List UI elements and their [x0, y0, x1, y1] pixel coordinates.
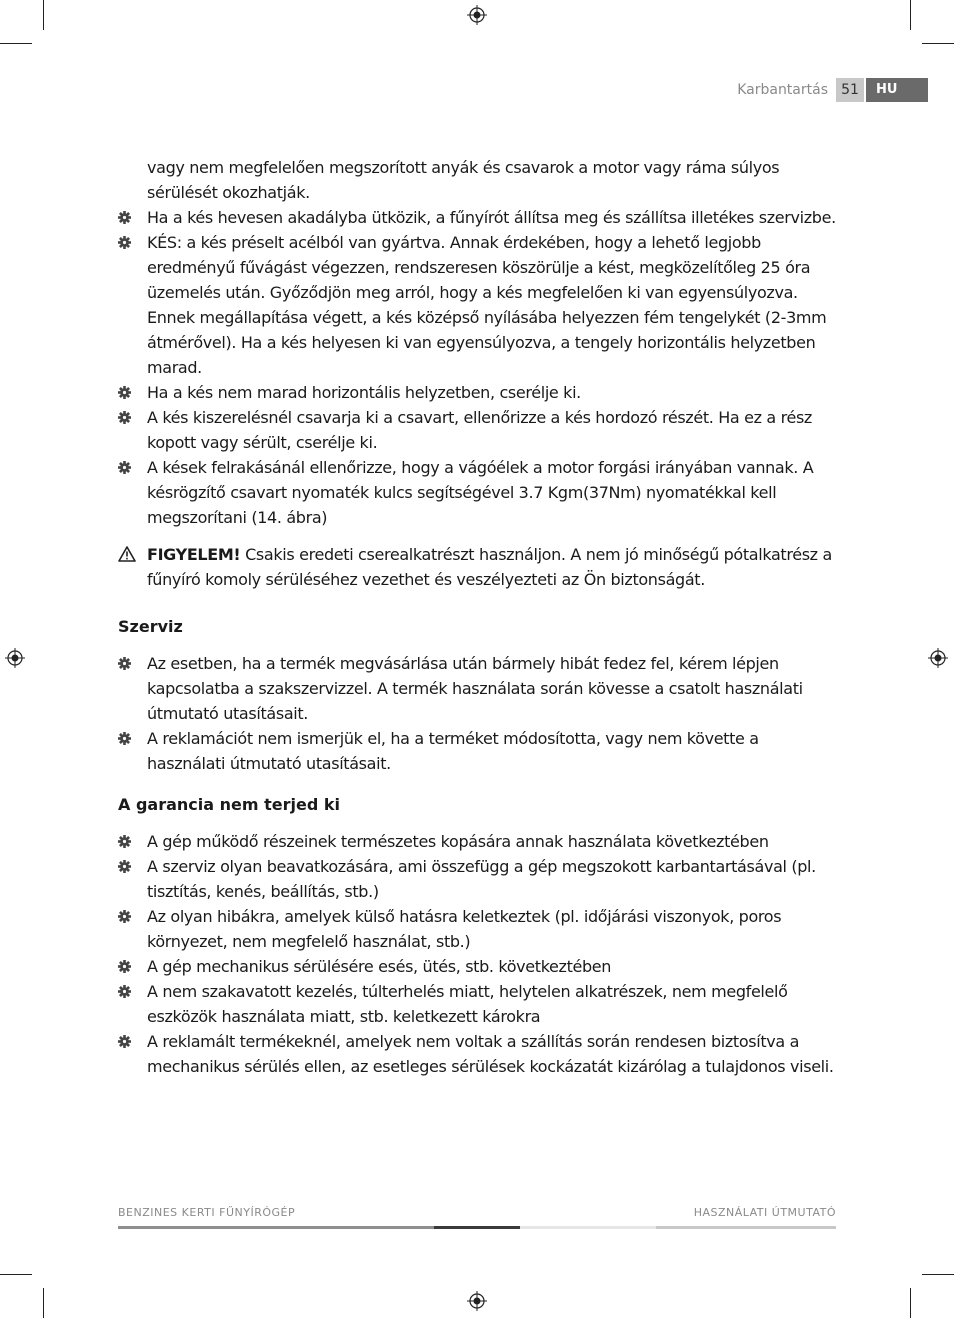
list-item	[118, 979, 838, 1029]
registration-mark-icon	[467, 5, 487, 25]
language-badge: HU	[866, 78, 928, 102]
warning-triangle-icon	[118, 546, 136, 562]
gear-bullet-icon	[118, 910, 131, 923]
list-item-text: A nem szakavatott kezelés, túlterhelés miatt, helytelen alkatrészek, nem megfelelő eszközök használata miatt, stb. keletkezett károkra	[147, 982, 788, 1026]
list-item-text: KÉS: a kés préselt acélból van gyártva. Annak érdekében, hogy a lehető legjobb eredményű fűvágást végezzen, rendszeresen köszörülje a kést, megközelítőleg 25 óra üzemelés után. Győződjön meg arról, hogy a kés megfelelően ki van egyensúlyozva. Ennek megállapítása végett, a kés középső nyílásába helyezzen fém tengelykét (2-3mm átmérővel). Ha a kés helyesen ki van egyensúlyozva, a tengely horizontális helyzetben marad.	[147, 233, 827, 377]
gear-bullet-icon	[118, 732, 131, 745]
intro-continuation: vagy nem megfelelően megszorított anyák és csavarok a motor vagy ráma súlyos sérülését okozhatják.	[147, 158, 780, 202]
warranty-list	[118, 829, 838, 1079]
list-item-text: A gép mechanikus sérülésére esés, ütés, stb. következtében	[147, 957, 612, 976]
registration-mark-icon	[467, 1291, 487, 1311]
list-item	[118, 954, 838, 979]
list-item	[118, 1029, 838, 1079]
gear-bullet-icon	[118, 960, 131, 973]
list-item	[118, 455, 838, 530]
footer-bar-segment	[520, 1226, 656, 1229]
list-item	[118, 726, 838, 776]
list-item	[118, 904, 838, 954]
crop-mark	[0, 43, 32, 44]
page-content	[118, 155, 838, 1079]
gear-bullet-icon	[118, 835, 131, 848]
list-item-text: Ha a kés hevesen akadályba ütközik, a fűnyírót állítsa meg és szállítsa illetékes szervizbe.	[147, 208, 836, 227]
list-item	[118, 380, 838, 405]
list-item	[118, 651, 838, 726]
list-item-text: Az olyan hibákra, amelyek külső hatásra keletkeztek (pl. időjárási viszonyok, poros környezet, nem megfelelő használat, stb.)	[147, 907, 782, 951]
list-item-text: Az esetben, ha a termék megvásárlása után bármely hibát fedez fel, kérem lépjen kapcsolatba a szakszervizzel. A termék használata során kövesse a csatolt használati útmutató utasításait.	[147, 654, 803, 723]
service-heading: Szerviz	[118, 617, 183, 636]
crop-mark	[922, 43, 954, 44]
gear-bullet-icon	[118, 411, 131, 424]
list-item	[118, 405, 838, 455]
crop-mark	[910, 1288, 911, 1318]
list-item-text: A reklamációt nem ismerjük el, ha a terméket módosította, vagy nem követte a használati útmutató utasításait.	[147, 729, 759, 773]
crop-mark	[910, 0, 911, 30]
footer-bar-segment	[434, 1226, 520, 1229]
gear-bullet-icon	[118, 657, 131, 670]
crop-mark	[922, 1274, 954, 1275]
footer-document-name: HASZNÁLATI ÚTMUTATÓ	[693, 1206, 836, 1219]
service-list	[118, 651, 838, 776]
list-item-text: A gép működő részeinek természetes kopására annak használata következtében	[147, 832, 769, 851]
list-item-text: A reklamált termékeknél, amelyek nem voltak a szállítás során rendesen biztosítva a mechanikus sérülés ellen, az esetleges sérülések kockázatát kizárólag a tulajdonos viseli.	[147, 1032, 834, 1076]
gear-bullet-icon	[118, 386, 131, 399]
list-item-text: A szerviz olyan beavatkozására, ami összefügg a gép megszokott karbantartásával (pl. tisztítás, kenés, beállítás, stb.)	[147, 857, 816, 901]
warning-label: FIGYELEM!	[147, 545, 241, 564]
registration-mark-icon	[5, 648, 25, 668]
gear-bullet-icon	[118, 985, 131, 998]
gear-bullet-icon	[118, 860, 131, 873]
crop-mark	[43, 0, 44, 30]
footer-bar-segment	[118, 1226, 434, 1229]
list-item-text: A kés kiszerelésnél csavarja ki a csavart, ellenőrizze a kés hordozó részét. Ha ez a rész kopott vagy sérült, cserélje ki.	[147, 408, 812, 452]
warranty-heading: A garancia nem terjed ki	[118, 795, 340, 814]
registration-mark-icon	[928, 648, 948, 668]
list-item	[118, 854, 838, 904]
warning-note	[118, 542, 838, 592]
list-item	[118, 230, 838, 380]
page-header	[737, 78, 928, 102]
gear-bullet-icon	[118, 1035, 131, 1048]
gear-bullet-icon	[118, 461, 131, 474]
crop-mark	[43, 1288, 44, 1318]
list-item-text: A kések felrakásánál ellenőrizze, hogy a vágóélek a motor forgási irányában vannak. A késrögzítő csavart nyomaték kulcs segítségével 3.7 Kgm(37Nm) nyomatékkal kell megszorítani (14. ábra)	[147, 458, 814, 527]
list-item	[118, 205, 838, 230]
page-number: 51	[836, 78, 864, 102]
maintenance-list	[118, 205, 838, 530]
crop-mark	[0, 1274, 32, 1275]
footer-bar-segment	[656, 1226, 836, 1229]
list-item-text: Ha a kés nem marad horizontális helyzetben, cserélje ki.	[147, 383, 581, 402]
gear-bullet-icon	[118, 211, 131, 224]
section-title: Karbantartás	[737, 82, 828, 98]
warning-text: Csakis eredeti cserealkatrészt használjon. A nem jó minőségű pótalkatrész a fűnyíró komoly sérüléséhez vezethet és veszélyezteti az Ön biztonságát.	[147, 545, 832, 589]
gear-bullet-icon	[118, 236, 131, 249]
list-item	[118, 829, 838, 854]
footer-product-name: BENZINES KERTI FŰNYÍRÓGÉP	[118, 1206, 296, 1219]
